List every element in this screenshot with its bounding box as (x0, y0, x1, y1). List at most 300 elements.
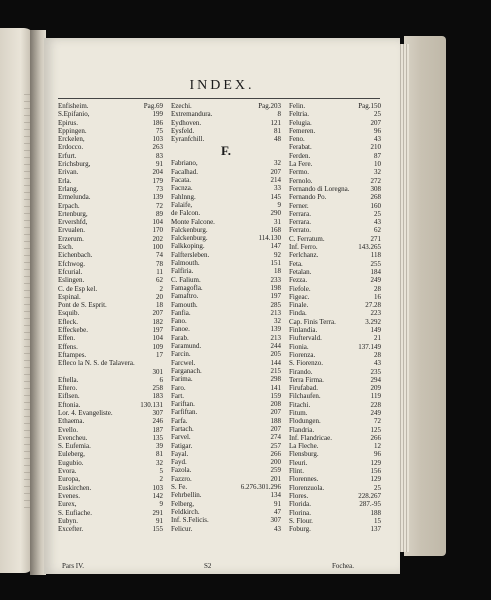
entry-term: Falckenburg. (171, 234, 208, 243)
entry-term: Fitum. (289, 408, 308, 417)
entry-term: de Falcon. (171, 209, 201, 218)
entry-page-number: 25 (374, 110, 381, 119)
index-entry (289, 359, 381, 367)
index-entry (171, 309, 281, 317)
entry-term: Eftero. (58, 384, 78, 393)
index-entry (58, 434, 163, 442)
entry-term: Erzerum. (58, 234, 84, 243)
entry-term: Monte Falcone. (171, 217, 215, 226)
entry-page-number: 233 (270, 275, 281, 284)
entry-page-number: 43 (374, 218, 381, 227)
entry-term: Eydhoven. (171, 118, 202, 127)
entry-page-number: 244 (270, 342, 281, 351)
entry-page-number: 266 (270, 449, 281, 458)
index-entry (58, 110, 163, 118)
entry-page-number: 139 (152, 193, 163, 202)
entry-term: Ferrara. (289, 209, 311, 218)
index-entry (289, 459, 381, 467)
entry-term: Evora. (58, 467, 77, 476)
index-entry (171, 325, 281, 333)
entry-page-number: 266 (370, 433, 381, 442)
entry-term: Fiuftervald. (289, 334, 322, 343)
index-entry (58, 243, 163, 251)
index-entry (58, 509, 163, 517)
index-entry (171, 102, 281, 110)
entry-page-number: 263 (152, 143, 163, 152)
index-entry (58, 409, 163, 417)
entry-term: Falmouth. (171, 259, 200, 268)
entry-page-number: 249 (370, 408, 381, 417)
entry-term: Euskirchen. (58, 483, 92, 492)
index-entry (289, 525, 381, 533)
entry-page-number: 144 (270, 358, 281, 367)
entry-term: Florenzuola. (289, 483, 325, 492)
entry-term: Fartach. (171, 424, 194, 433)
entry-term: Farvel. (171, 433, 191, 442)
entry-page-number: 204 (152, 168, 163, 177)
entry-page-number: 32 (274, 159, 281, 168)
entry-page-number: 6.276.301.296 (240, 483, 281, 492)
entry-page-number: 11 (156, 267, 163, 276)
entry-page-number: 39 (156, 442, 163, 451)
entry-term: Figeac. (289, 292, 310, 301)
entry-page-number: 294 (370, 375, 381, 384)
entry-term: Felicur. (171, 524, 193, 533)
index-entry (58, 135, 163, 143)
index-entry (289, 417, 381, 425)
index-entry (289, 484, 381, 492)
index-entry (171, 159, 281, 167)
index-entry (58, 334, 163, 342)
index-entry (289, 218, 381, 226)
entry-page-number: 92 (274, 250, 281, 259)
entry-term: Faramund. (171, 342, 202, 351)
entry-page-number: 130.131 (140, 400, 163, 409)
entry-page-number: 103 (152, 483, 163, 492)
index-entry (171, 251, 281, 259)
index-entry (171, 218, 281, 226)
entry-term: S. Fe. (171, 483, 188, 492)
index-entry (58, 450, 163, 458)
entry-term: Fernolo. (289, 176, 313, 185)
index-entry (58, 376, 163, 384)
entry-page-number: 207 (270, 167, 281, 176)
index-entry (58, 500, 163, 508)
book-cover-edge (404, 36, 446, 556)
entry-term: Falkkoping. (171, 242, 205, 251)
index-entry (171, 475, 281, 483)
entry-page-number: 168 (270, 225, 281, 234)
entry-term: Farcin. (171, 350, 191, 359)
index-entry (171, 367, 281, 375)
index-entry (289, 160, 381, 168)
entry-page-number: 287.-95 (359, 500, 381, 509)
index-entry (58, 251, 163, 259)
entry-page-number: 210 (370, 143, 381, 152)
entry-term: Eysfeld. (171, 126, 195, 135)
index-entry (58, 268, 163, 276)
entry-page-number: 209 (370, 384, 381, 393)
entry-page-number: 307 (152, 408, 163, 417)
entry-term: Felin. (289, 102, 306, 110)
entry-term: Ferrara. (289, 218, 311, 227)
entry-term: Felugia. (289, 118, 312, 127)
entry-page-number: 201 (270, 474, 281, 483)
entry-page-number: Pag.150 (358, 102, 381, 110)
index-entry (58, 143, 163, 151)
entry-page-number: 25 (374, 483, 381, 492)
index-entry (171, 193, 281, 201)
index-entry (171, 433, 281, 441)
index-entry (58, 309, 163, 317)
index-entry (289, 235, 381, 243)
index-entry (171, 458, 281, 466)
entry-term: Fiorenza. (289, 350, 316, 359)
index-entry (289, 202, 381, 210)
entry-term: Falfiria. (171, 267, 194, 276)
index-entry (58, 218, 163, 226)
entry-page-number: Pag.69 (143, 102, 163, 110)
index-entry (289, 334, 381, 342)
index-entry (171, 292, 281, 300)
index-entry (289, 226, 381, 234)
entry-term: Erichsburg, (58, 160, 91, 169)
index-entry (58, 401, 163, 409)
index-entry (289, 442, 381, 450)
entry-page-number: 268 (370, 193, 381, 202)
entry-term: Lor. 4. Evangeliste. (58, 408, 113, 417)
entry-term: Falfterslebеn. (171, 250, 210, 259)
entry-page-number: 2 (159, 475, 163, 484)
entry-term: Ervualen. (58, 226, 86, 235)
entry-term: Finda. (289, 309, 307, 318)
index-entry (171, 384, 281, 392)
entry-page-number: 91 (156, 516, 163, 525)
entry-page-number: 301 (152, 367, 163, 376)
entry-term: F. (221, 143, 231, 159)
entry-page-number: 75 (156, 126, 163, 135)
entry-term: Ethaema. (58, 417, 85, 426)
index-entry (171, 491, 281, 499)
entry-term: Feno. (289, 135, 305, 144)
index-entry (171, 201, 281, 209)
entry-term: Erdocco. (58, 143, 84, 152)
entry-term: C. Ferratum. (289, 234, 325, 243)
index-entry (171, 135, 281, 143)
entry-term: Firando. (289, 367, 313, 376)
entry-page-number: 308 (370, 184, 381, 193)
entry-page-number: 199 (152, 110, 163, 119)
entry-term: Esquib. (58, 309, 80, 318)
index-entry (58, 301, 163, 309)
entry-page-number: 91 (274, 499, 281, 508)
entry-term: Eyranfchill. (171, 135, 205, 144)
index-entry (58, 127, 163, 135)
index-entry (289, 102, 381, 110)
index-entry (171, 276, 281, 284)
entry-term: Fleuri. (289, 458, 308, 467)
entry-page-number: 18 (274, 267, 281, 276)
index-entry (289, 193, 381, 201)
entry-term: Evencheu. (58, 433, 88, 442)
entry-page-number: 160 (370, 201, 381, 210)
entry-term: Fiefole. (289, 284, 311, 293)
entry-page-number: 143.265 (358, 243, 381, 252)
entry-page-number: 62 (156, 276, 163, 285)
entry-term: Fabriano, (171, 159, 198, 168)
entry-term: Fermo. (289, 168, 310, 177)
entry-page-number: 96 (374, 126, 381, 135)
index-entry (289, 243, 381, 251)
entry-page-number: 187 (152, 425, 163, 434)
entry-term: Falckenburg. (171, 225, 208, 234)
index-entry (58, 318, 163, 326)
entry-term: Facata. (171, 176, 192, 185)
entry-page-number: 290 (270, 209, 281, 218)
entry-term: Fernando Po. (289, 193, 327, 202)
entry-term: Fart. (171, 391, 185, 400)
entry-term: Fanfia. (171, 308, 191, 317)
index-entry (171, 119, 281, 127)
entry-page-number: 259 (270, 466, 281, 475)
index-entry (171, 350, 281, 358)
index-entry (171, 209, 281, 217)
index-entry (58, 160, 163, 168)
entry-page-number: 103 (152, 135, 163, 144)
entry-term: Cap. Finis Terra. (289, 317, 336, 326)
entry-page-number: 213 (270, 308, 281, 317)
entry-page-number: 81 (274, 126, 281, 135)
entry-term: Farima. (171, 375, 193, 384)
entry-page-number: 25 (374, 209, 381, 218)
entry-term: Pont de S. Esprit. (58, 301, 107, 310)
entry-page-number: 121 (270, 118, 281, 127)
entry-page-number: 129 (370, 458, 381, 467)
entry-term: Fahlnng. (171, 192, 196, 201)
index-entry (58, 359, 163, 367)
entry-page-number: 141 (270, 383, 281, 392)
entry-page-number: 145 (270, 192, 281, 201)
index-entry (289, 409, 381, 417)
entry-term: Erivan. (58, 168, 79, 177)
entry-page-number: 257 (270, 441, 281, 450)
entry-term: C. Falium. (171, 275, 201, 284)
index-entry (289, 368, 381, 376)
entry-page-number: 235 (370, 367, 381, 376)
entry-term: Ferabat. (289, 143, 312, 152)
entry-term: Farfiftan. (171, 408, 198, 417)
index-entry (171, 425, 281, 433)
index-entry (58, 260, 163, 268)
entry-page-number: 179 (152, 176, 163, 185)
index-entry (289, 285, 381, 293)
index-entry (289, 392, 381, 400)
index-entry (58, 392, 163, 400)
entry-term: Finlandia. (289, 326, 318, 335)
entry-term: Famagofla. (171, 283, 203, 292)
entry-term: Effen. (58, 334, 76, 343)
index-entry (58, 442, 163, 450)
index-entry (58, 210, 163, 218)
index-entry (289, 268, 381, 276)
entry-page-number: 274 (270, 433, 281, 442)
entry-term: Fitachi. (289, 400, 311, 409)
entry-page-number: 3.292 (365, 317, 381, 326)
index-entry (58, 384, 163, 392)
entry-term: Fariftan. (171, 400, 195, 409)
entry-term: S. Eufiache. (58, 508, 93, 517)
entry-page-number: 32 (374, 168, 381, 177)
entry-page-number: 78 (156, 259, 163, 268)
index-entry (289, 517, 381, 525)
entry-page-number: 47 (274, 507, 281, 516)
entry-term: Fezza. (289, 276, 308, 285)
entry-page-number: 104 (152, 218, 163, 227)
entry-term: Erla. (58, 176, 72, 185)
entry-page-number: 285 (270, 300, 281, 309)
entry-term: Eftella. (58, 375, 79, 384)
entry-term: Efleck. (58, 317, 79, 326)
entry-term: Erfurt. (58, 151, 77, 160)
entry-term: Farab. (171, 333, 189, 342)
entry-page-number: 170 (152, 226, 163, 235)
index-entry (289, 152, 381, 160)
entry-page-number: 223 (370, 309, 381, 318)
entry-term: Facnza. (171, 184, 193, 193)
entry-page-number: 5 (159, 467, 163, 476)
entry-page-number: 2 (159, 284, 163, 293)
entry-term: Fetalan. (289, 267, 312, 276)
entry-term: Espinal. (58, 292, 81, 301)
entry-page-number: 197 (270, 292, 281, 301)
entry-term: Foburg. (289, 525, 311, 534)
entry-page-number: 134 (270, 491, 281, 500)
entry-page-number: 202 (152, 234, 163, 243)
entry-page-number: 155 (152, 525, 163, 534)
entry-term: Finale. (289, 301, 309, 310)
entry-term: Flodungen. (289, 417, 321, 426)
index-entry (289, 168, 381, 176)
index-entry (58, 417, 163, 425)
entry-term: Farcwel. (171, 358, 196, 367)
entry-term: Faro. (171, 383, 186, 392)
entry-page-number: 17 (156, 350, 163, 359)
entry-page-number: 72 (374, 417, 381, 426)
index-entry (58, 276, 163, 284)
entry-term: S. Flour. (289, 516, 313, 525)
entry-term: Ferden. (289, 151, 311, 160)
index-entry (171, 184, 281, 192)
entry-term: Firufabad. (289, 384, 318, 393)
sheet-mark: S2 (204, 562, 212, 570)
entry-term: Florida. (289, 500, 311, 509)
entry-term: Ervershfd, (58, 218, 88, 227)
entry-page-number: 32 (274, 317, 281, 326)
index-entry (171, 259, 281, 267)
index-entry (289, 143, 381, 151)
index-entry (171, 317, 281, 325)
entry-term: Femeren. (289, 126, 316, 135)
entry-term: Facalhad. (171, 167, 199, 176)
index-entry (58, 525, 163, 533)
section-letter (171, 143, 281, 159)
entry-page-number: 72 (156, 201, 163, 210)
index-entry (171, 466, 281, 474)
index-entry (171, 226, 281, 234)
index-entry (289, 318, 381, 326)
index-entry (58, 202, 163, 210)
index-entry (58, 285, 163, 293)
entry-page-number: 271 (370, 234, 381, 243)
entry-page-number: 207 (152, 309, 163, 318)
index-entry (171, 242, 281, 250)
index-entry (58, 235, 163, 243)
index-entry (171, 450, 281, 458)
catchword: Fochea. (332, 562, 354, 570)
entry-term: Flensburg. (289, 450, 319, 459)
entry-term: Fayd. (171, 458, 187, 467)
entry-term: Inf. Flandricae. (289, 433, 332, 442)
entry-page-number: 135 (152, 433, 163, 442)
index-entry (289, 509, 381, 517)
entry-page-number: 207 (270, 424, 281, 433)
entry-term: Eftampes. (58, 350, 87, 359)
entry-page-number: 156 (370, 467, 381, 476)
index-entry (171, 400, 281, 408)
entry-term: Ferner. (289, 201, 309, 210)
entry-term: Flint. (289, 467, 304, 476)
entry-page-number: 15 (374, 516, 381, 525)
entry-page-number: 20 (156, 292, 163, 301)
index-entry (58, 102, 163, 110)
index-entry (58, 368, 163, 376)
index-entry (58, 492, 163, 500)
entry-term: Efchwog. (58, 259, 86, 268)
index-entry (58, 467, 163, 475)
entry-page-number: 83 (156, 151, 163, 160)
entry-page-number: 182 (152, 317, 163, 326)
entry-term: S.Epifanio, (58, 110, 90, 119)
entry-term: Efleco la N. S. de Talavera. (58, 359, 135, 368)
entry-page-number: 213 (270, 333, 281, 342)
index-entry (58, 193, 163, 201)
entry-page-number: 119 (370, 392, 381, 401)
index-entry (289, 351, 381, 359)
entry-page-number: 214 (270, 176, 281, 185)
index-entry (58, 484, 163, 492)
index-entry (58, 459, 163, 467)
entry-page-number: 6 (159, 375, 163, 384)
entry-page-number: 205 (270, 350, 281, 359)
entry-page-number: 12 (374, 442, 381, 451)
index-entry (289, 376, 381, 384)
index-column-3 (289, 102, 381, 534)
index-entry (171, 110, 281, 118)
entry-term: Evello. (58, 425, 79, 434)
entry-term: Ezechi. (171, 102, 192, 110)
entry-term: Epirus. (58, 118, 79, 127)
entry-page-number: 147 (270, 242, 281, 251)
index-entry (289, 293, 381, 301)
entry-page-number: 186 (152, 118, 163, 127)
index-entry (58, 177, 163, 185)
entry-page-number: 151 (270, 259, 281, 268)
index-entry (289, 177, 381, 185)
entry-page-number: 291 (152, 508, 163, 517)
entry-term: Efcurial. (58, 267, 83, 276)
index-entry (289, 110, 381, 118)
entry-page-number: 188 (370, 508, 381, 517)
